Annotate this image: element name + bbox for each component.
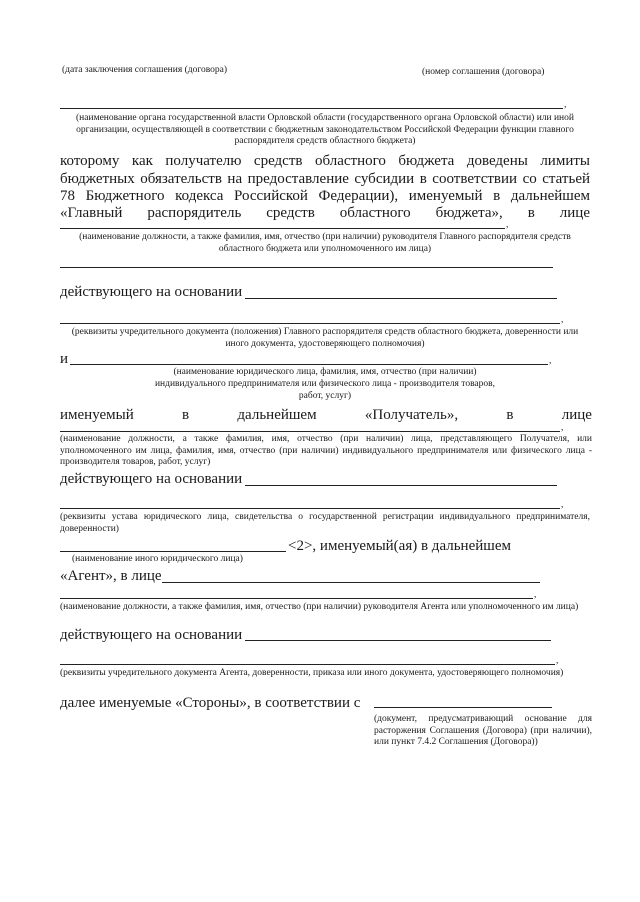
recipient-basis-line[interactable] — [245, 485, 557, 486]
basis-line-2[interactable] — [60, 323, 560, 324]
recipient-caption-2: индивидуального предпринимателя или физического лица - производителя товаров, — [154, 379, 496, 389]
basis-caption: (реквизиты учредительного документа (положения) Главного распорядителя средств областного бюджета, доверенности или иного документа, удостоверяющего полномочия) — [71, 327, 579, 349]
number-caption: (номер соглашения (договора) — [422, 67, 545, 77]
parties-doc-caption: (документ, предусматривающий основание для расторжения Соглашения (Договора) (при наличии), или пункт 7.4.2 Соглашения (Договора)) — [374, 714, 592, 747]
recipient-basis-line-2[interactable] — [60, 508, 560, 509]
head-caption: (наименование должности, а также фамилия, имя, отчество (при наличии) руководителя Главного распорядителя средств областного бюджета или уполномоченного им лица) — [79, 232, 571, 254]
recipient-caption-1: (наименование юридического лица, фамилия, имя, отчество (при наличии) — [173, 367, 477, 377]
recipient-rep-line[interactable] — [60, 431, 560, 432]
head-name-line[interactable] — [60, 228, 505, 229]
agent-head-line-2[interactable] — [60, 598, 533, 599]
named-word-6: лице — [561, 407, 592, 423]
agent-basis-line-2[interactable] — [60, 664, 555, 665]
and-word: и — [60, 351, 69, 367]
recipient-named-line — [60, 406, 592, 424]
authority-text-line-2: бюджетных обязательств на предоставление субсидии в соответствии со статьей — [60, 171, 590, 187]
agent-head-line[interactable] — [162, 582, 540, 583]
parties-doc-line[interactable] — [374, 707, 552, 708]
named-word-5: в — [506, 407, 514, 423]
agent-head-caption: (наименование должности, а также фамилия, имя, отчество (при наличии) руководителя Агента или уполномоченного им лица) — [60, 602, 579, 612]
named-word-1: именуемый — [60, 407, 134, 423]
agent-org-line[interactable] — [60, 551, 286, 552]
authority-text-line-3: 78 Бюджетного кодекса Российской Федерации), именуемый в дальнейшем — [60, 188, 590, 204]
basis-label: действующего на основании — [60, 284, 243, 300]
agent-org-caption: (наименование иного юридического лица) — [72, 554, 243, 564]
date-caption: (дата заключения соглашения (договора) — [62, 65, 228, 75]
recipient-basis-label: действующего на основании — [60, 471, 243, 487]
named-word-3: дальнейшем — [237, 407, 317, 423]
recipient-caption-3: работ, услуг) — [298, 391, 352, 401]
agent-named-text: <2>, именуемый(ая) в дальнейшем — [288, 538, 511, 554]
named-word-4: «Получатель», — [364, 407, 459, 423]
recipient-rep-caption: (наименование должности, а также фамилия, имя, отчество (при наличии) лица, представляющего Получателя, или уполномоченного им лица, фамилия, имя, отчество (при наличии) индивидуального предпринимателя или физического лица - производителя товаров, работ, услуг) — [60, 434, 592, 467]
authority-caption: (наименование органа государственной власти Орловской области (государственного органа Орловской области) или иной организации, осуществляющей в соответствии с бюджетным законодательством Российской Федерации функции главного распорядителя средств областного бюджета) — [76, 113, 574, 146]
authority-text-line-4: «Главный распорядитель средств областного бюджета», в лице — [60, 205, 590, 221]
authority-text-line-1: которому как получателю средств областного бюджета доведены лимиты — [60, 153, 590, 169]
agent-basis-caption: (реквизиты учредительного документа Агента, доверенности, приказа или иного документа, удостоверяющего полномочия) — [60, 668, 564, 678]
agent-label: «Агент», в лице — [60, 568, 162, 584]
agent-basis-line[interactable] — [245, 640, 551, 641]
recipient-basis-caption: (реквизиты устава юридического лица, свидетельства о государственной регистрации индивидуального предпринимателя, доверенности) — [60, 512, 590, 534]
head-name-line-2[interactable] — [60, 267, 553, 268]
parties-text: далее именуемые «Стороны», в соответствии с — [60, 695, 361, 711]
basis-line[interactable] — [245, 298, 557, 299]
agent-basis-label: действующего на основании — [60, 627, 243, 643]
authority-name-line[interactable] — [60, 108, 563, 109]
named-word-2: в — [182, 407, 190, 423]
recipient-name-line[interactable] — [70, 364, 548, 365]
